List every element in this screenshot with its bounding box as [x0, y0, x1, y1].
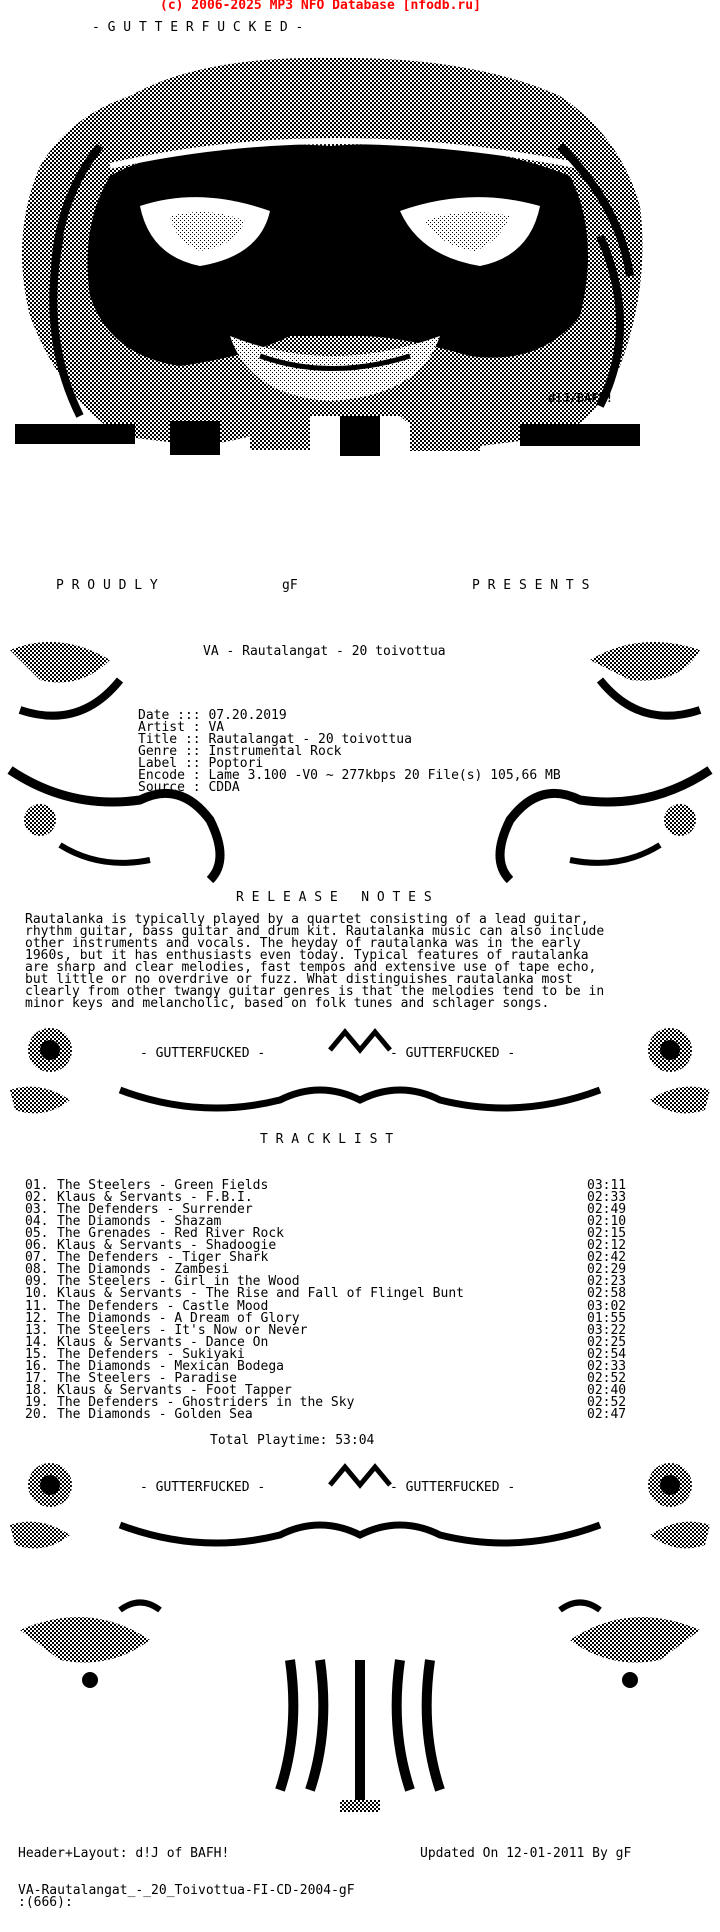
track-duration: 02:33 — [587, 1359, 627, 1374]
track-duration: 03:22 — [587, 1323, 627, 1338]
track-duration: 02:42 — [587, 1250, 627, 1265]
track-title: The Steelers - Paradise — [57, 1371, 238, 1386]
track-number: 05. — [25, 1226, 49, 1241]
flower-separator-art — [0, 1455, 720, 1565]
track-number: 11. — [25, 1299, 49, 1314]
track-number: 17. — [25, 1371, 49, 1386]
track-title: The Defenders - Tiger Shark — [57, 1250, 269, 1265]
track-number: 12. — [25, 1311, 49, 1326]
track-title: The Diamonds - Shazam — [57, 1214, 222, 1229]
track-number: 19. — [25, 1395, 49, 1410]
track-title: The Diamonds - A Dream of Glory — [57, 1311, 300, 1326]
presents-middle: gF — [282, 578, 298, 593]
total-playtime: Total Playtime: 53:04 — [210, 1433, 375, 1448]
track-number: 09. — [25, 1274, 49, 1289]
track-title: Klaus & Servants - Dance On — [57, 1335, 269, 1350]
tracklist-heading: T R A C K L I S T — [260, 1132, 394, 1147]
note-line: clearly from other twangy guitar genres is that the melodies tend to be in — [25, 984, 605, 999]
separator-label-right: - GUTTERFUCKED - — [390, 1480, 516, 1495]
separator-label-left: - GUTTERFUCKED - — [140, 1480, 266, 1495]
presents-left: P R O U D L Y — [56, 578, 158, 593]
track-duration: 02:52 — [587, 1395, 627, 1410]
track-number: 07. — [25, 1250, 49, 1265]
track-title: The Diamonds - Golden Sea — [57, 1407, 253, 1422]
layout-credit: Header+Layout: d!J of BAFH! — [18, 1846, 230, 1861]
release-notes-heading: R E L E A S E N O T E S — [236, 890, 432, 905]
skull-art — [0, 36, 720, 476]
track-title: The Defenders - Sukiyaki — [57, 1347, 245, 1362]
group-banner: - G U T T E R F U C K E D - — [92, 20, 304, 35]
info-encode: Encode : Lame 3.100 -V0 ~ 277kbps 20 File(s) 105,66 MB — [138, 768, 561, 783]
track-number: 14. — [25, 1335, 49, 1350]
track-number: 01. — [25, 1178, 49, 1193]
track-title: The Steelers - It's Now or Never — [57, 1323, 308, 1338]
artist-credit: d!J/BAFH! — [548, 391, 614, 405]
track-duration: 02:10 — [587, 1214, 627, 1229]
track-title: Klaus & Servants - Foot Tapper — [57, 1383, 292, 1398]
separator-label-right: - GUTTERFUCKED - — [390, 1046, 516, 1061]
footer-smiley: :(666): — [18, 1895, 73, 1910]
track-duration: 02:49 — [587, 1202, 627, 1217]
note-line: other instruments and vocals. The heyday of rautalanka was in the early — [25, 936, 581, 951]
note-line: but little or no overdrive or fuzz. What distinguishes rautalanka most — [25, 972, 573, 987]
track-title: The Grenades - Red River Rock — [57, 1226, 284, 1241]
track-duration: 03:11 — [587, 1178, 627, 1193]
track-title: The Diamonds - Zambesi — [57, 1262, 230, 1277]
note-line: minor keys and melancholic, based on folk tunes and schlager songs. — [25, 996, 550, 1011]
track-number: 03. — [25, 1202, 49, 1217]
track-duration: 02:47 — [587, 1407, 627, 1422]
release-title: VA - Rautalangat - 20 toivottua — [203, 644, 446, 659]
track-number: 02. — [25, 1190, 49, 1205]
track-title: The Steelers - Green Fields — [57, 1178, 269, 1193]
track-duration: 02:52 — [587, 1371, 627, 1386]
track-duration: 03:02 — [587, 1299, 627, 1314]
info-title: Title :: Rautalangat - 20 toivottua — [138, 732, 412, 747]
track-title: The Steelers - Girl in the Wood — [57, 1274, 300, 1289]
track-duration: 02:40 — [587, 1383, 627, 1398]
track-duration: 02:33 — [587, 1190, 627, 1205]
info-date: Date ::: 07.20.2019 — [138, 708, 287, 723]
track-duration: 02:29 — [587, 1262, 627, 1277]
bottom-ornament-art — [0, 1590, 720, 1820]
info-frame-art — [0, 620, 720, 890]
separator-label-left: - GUTTERFUCKED - — [140, 1046, 266, 1061]
track-number: 08. — [25, 1262, 49, 1277]
track-number: 13. — [25, 1323, 49, 1338]
track-duration: 02:15 — [587, 1226, 627, 1241]
track-title: Klaus & Servants - F.B.I. — [57, 1190, 253, 1205]
note-line: Rautalanka is typically played by a quartet consisting of a lead guitar, — [25, 912, 589, 927]
track-number: 10. — [25, 1286, 49, 1301]
track-title: Klaus & Servants - Shadoogie — [57, 1238, 277, 1253]
track-number: 04. — [25, 1214, 49, 1229]
flower-separator-art — [0, 1020, 720, 1130]
note-line: 1960s, but it has enthusiasts even today. Typical features of rautalanka — [25, 948, 589, 963]
release-filename: VA-Rautalangat_-_20_Toivottua-FI-CD-2004-gF — [18, 1883, 355, 1898]
track-number: 20. — [25, 1407, 49, 1422]
page-header: (c) 2006-2025 MP3 NFO Database [nfodb.ru] — [160, 0, 481, 13]
track-title: The Defenders - Surrender — [57, 1202, 253, 1217]
track-duration: 02:25 — [587, 1335, 627, 1350]
track-number: 16. — [25, 1359, 49, 1374]
track-title: The Diamonds - Mexican Bodega — [57, 1359, 284, 1374]
info-label: Label :: Poptori — [138, 756, 264, 771]
track-number: 06. — [25, 1238, 49, 1253]
note-line: rhythm guitar, bass guitar and drum kit. Rautalanka music can also include — [25, 924, 605, 939]
track-duration: 01:55 — [587, 1311, 627, 1326]
track-title: The Defenders - Ghostriders in the Sky — [57, 1395, 355, 1410]
track-title: The Defenders - Castle Mood — [57, 1299, 269, 1314]
info-genre: Genre :: Instrumental Rock — [138, 744, 342, 759]
presents-right: P R E S E N T S — [472, 578, 590, 593]
track-number: 18. — [25, 1383, 49, 1398]
updated-info: Updated On 12-01-2011 By gF — [420, 1846, 632, 1861]
track-number: 15. — [25, 1347, 49, 1362]
track-duration: 02:23 — [587, 1274, 627, 1289]
info-artist: Artist : VA — [138, 720, 225, 735]
note-line: are sharp and clear melodies, fast tempos and extensive use of tape echo, — [25, 960, 597, 975]
info-source: Source : CDDA — [138, 780, 240, 795]
track-duration: 02:58 — [587, 1286, 627, 1301]
track-duration: 02:54 — [587, 1347, 627, 1362]
track-title: Klaus & Servants - The Rise and Fall of Flingel Bunt — [57, 1286, 464, 1301]
track-duration: 02:12 — [587, 1238, 627, 1253]
